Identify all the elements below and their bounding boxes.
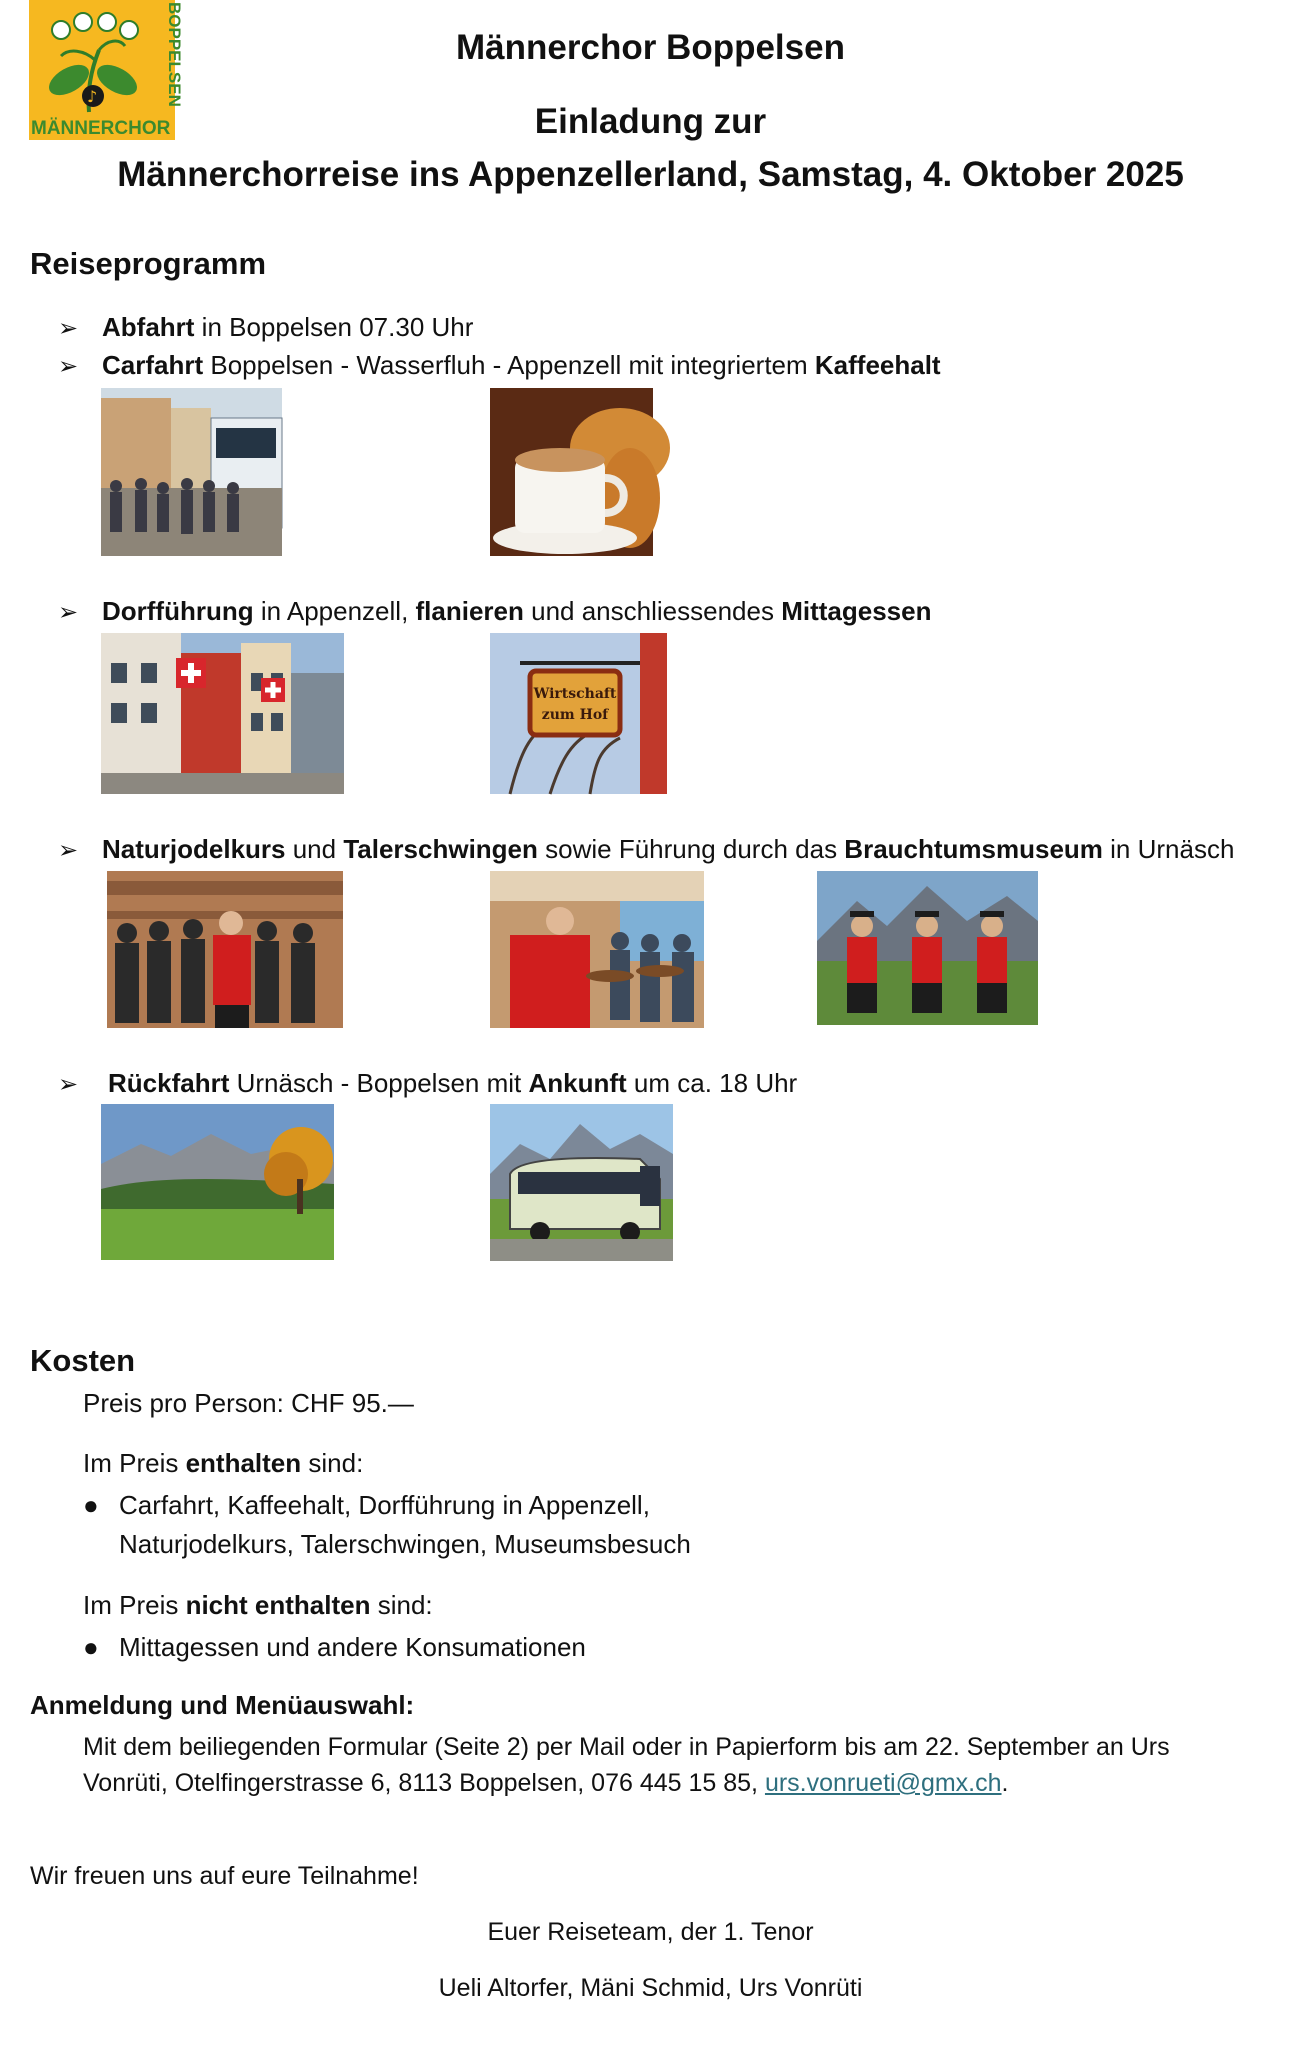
photo-wirtschaft-sign [490, 633, 667, 794]
arrow-bullet-icon: ➢ [58, 315, 79, 342]
included-item: ● Carfahrt, Kaffeehalt, Dorfführung in Appenzell, [83, 1490, 650, 1520]
program-item-1: ➢ Abfahrt in Boppelsen 07.30 Uhr [58, 312, 474, 342]
price-per-person: Preis pro Person: CHF 95.— [83, 1388, 414, 1418]
costs-heading: Kosten [30, 1343, 136, 1378]
logo-bottom-text: MÄNNERCHOR [31, 118, 171, 139]
photo-coach-bus [490, 1104, 673, 1261]
registration-heading: Anmeldung und Menüauswahl: [30, 1690, 415, 1720]
included-heading: Im Preis enthalten sind: [83, 1448, 364, 1478]
photo-yodel-course [107, 871, 343, 1028]
photo-talerschwingen [490, 871, 704, 1028]
subtitle-1: Einladung zur [534, 102, 767, 141]
arrow-bullet-icon: ➢ [58, 353, 79, 380]
program-item-5: ➢ Rückfahrt Urnäsch - Boppelsen mit Ankunft um ca. 18 Uhr [58, 1068, 798, 1098]
subtitle-2: Männerchorreise ins Appenzellerland, Samstag, 4. Oktober 2025 [117, 155, 1184, 194]
photo-group-at-bus [101, 388, 282, 556]
excluded-heading: Im Preis nicht enthalten sind: [83, 1590, 433, 1620]
photo-coffee-croissant [490, 388, 653, 556]
program-item-2: ➢ Carfahrt Boppelsen - Wasserfluh - Appenzell mit integriertem Kaffeehalt [58, 350, 941, 380]
logo-top-text: BOPPELSEN [165, 2, 184, 107]
svg-text:zum Hof: zum Hof [541, 707, 609, 723]
page-title: Männerchor Boppelsen [456, 28, 845, 67]
excluded-item: ● Mittagessen und andere Konsumationen [83, 1632, 586, 1662]
program-heading: Reiseprogramm [30, 246, 267, 281]
program-item-3: ➢ Dorfführung in Appenzell, flanieren und anschliessendes Mittagessen [58, 596, 932, 626]
email-link[interactable]: urs.vonrueti@gmx.ch [764, 1769, 1002, 1797]
included-item-continued: Naturjodelkurs, Talerschwingen, Museumsbesuch [119, 1529, 691, 1559]
arrow-bullet-icon: ➢ [58, 1071, 79, 1098]
svg-text:Wirtschaft: Wirtschaft [533, 686, 617, 702]
bullet-dot-icon: ● [83, 1490, 99, 1520]
photo-alpine-landscape [101, 1104, 334, 1260]
arrow-bullet-icon: ➢ [58, 599, 79, 626]
registration-text-1: Mit dem beiliegenden Formular (Seite 2) per Mail oder in Papierform bis am 22. September an Urs [83, 1733, 1170, 1761]
thanks-text: Wir freuen uns auf eure Teilnahme! [30, 1862, 419, 1890]
team-names: Ueli Altorfer, Mäni Schmid, Urs Vonrüti [438, 1974, 863, 2002]
arrow-bullet-icon: ➢ [58, 837, 79, 864]
svg-text:♪: ♪ [87, 87, 98, 106]
bullet-dot-icon: ● [83, 1632, 99, 1662]
photo-appenzell-costume-men [817, 871, 1038, 1025]
photo-appenzell-street [101, 633, 344, 794]
registration-text-2: Vonrüti, Otelfingerstrasse 6, 8113 Boppelsen, 076 445 15 85, urs.vonrueti@gmx.ch. [83, 1769, 1009, 1797]
team-text: Euer Reiseteam, der 1. Tenor [487, 1918, 814, 1946]
program-item-4: ➢ Naturjodelkurs und Talerschwingen sowie Führung durch das Brauchtumsmuseum in Urnäsch [58, 834, 1235, 864]
